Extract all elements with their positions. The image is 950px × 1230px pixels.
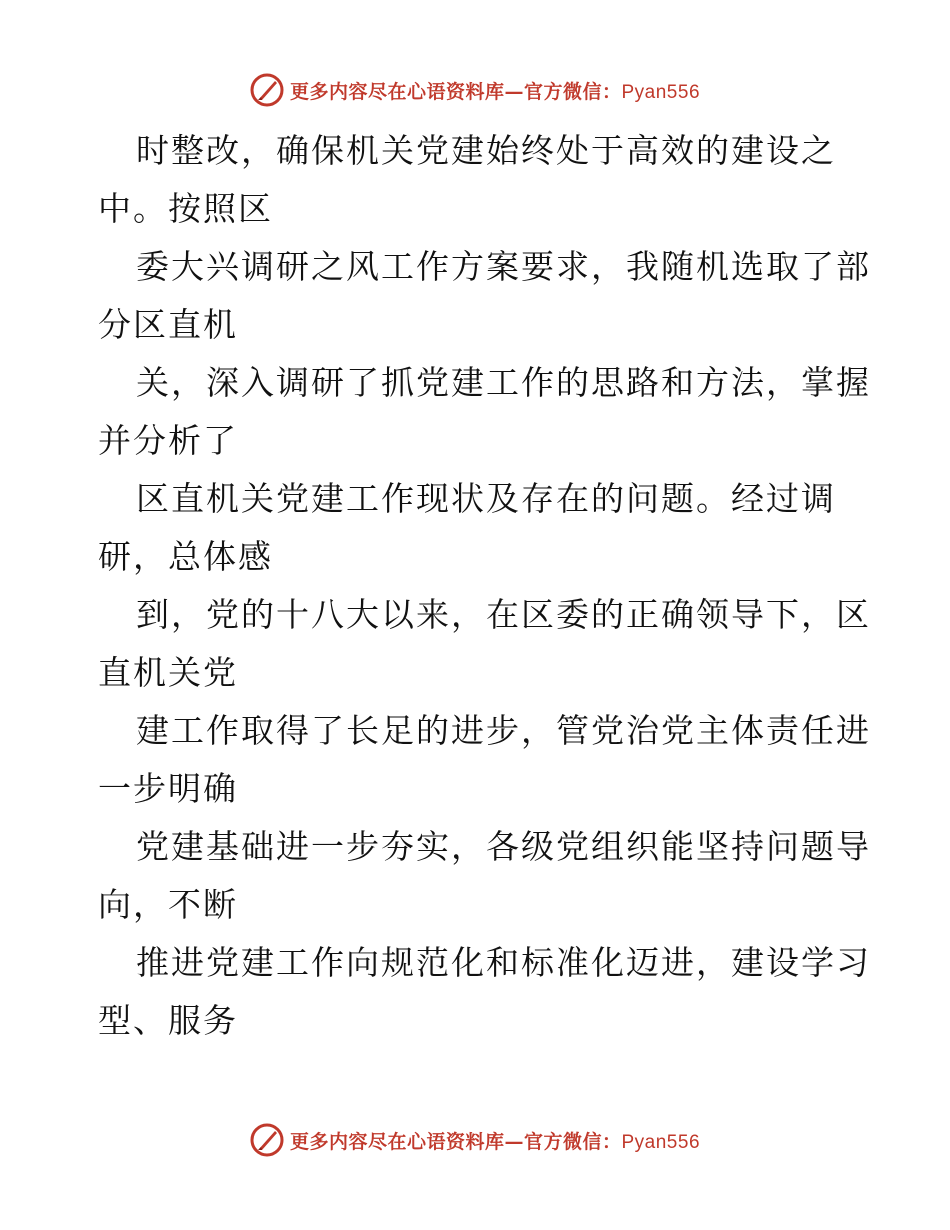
quill-pen-logo-icon — [250, 73, 284, 107]
body-line: 建工作取得了长足的进步，管党治党主体责任进 — [136, 711, 871, 750]
watermark-text: 更多内容尽在心语资料库—官方微信：Pyan556 — [289, 80, 701, 103]
body-line: 推进党建工作向规范化和标准化迈进，建设学习 — [136, 943, 871, 982]
footer-watermark — [0, 1120, 950, 1160]
body-line: 时整改，确保机关党建始终处于高效的建设之 — [136, 131, 836, 170]
body-line: 中。按照区 — [98, 189, 273, 228]
body-line: 型、服务 — [98, 1001, 238, 1040]
body-line: 到，党的十八大以来，在区委的正确领导下，区 — [136, 595, 871, 634]
body-line: 关，深入调研了抓党建工作的思路和方法，掌握 — [136, 363, 871, 402]
document-body — [98, 122, 878, 1050]
watermark-text: 更多内容尽在心语资料库—官方微信：Pyan556 — [289, 1130, 701, 1153]
body-line: 分区直机 — [98, 305, 238, 344]
body-line: 委大兴调研之风工作方案要求，我随机选取了部 — [136, 247, 871, 286]
header-watermark — [0, 70, 950, 110]
body-line: 研，总体感 — [98, 537, 273, 576]
body-line: 党建基础进一步夯实，各级党组织能坚持问题导 — [136, 827, 871, 866]
body-line: 一步明确 — [98, 769, 238, 808]
body-line: 并分析了 — [98, 421, 238, 460]
body-line: 直机关党 — [98, 653, 238, 692]
body-line: 区直机关党建工作现状及存在的问题。经过调 — [136, 479, 836, 518]
quill-pen-logo-icon — [250, 1123, 284, 1157]
body-line: 向，不断 — [98, 885, 238, 924]
